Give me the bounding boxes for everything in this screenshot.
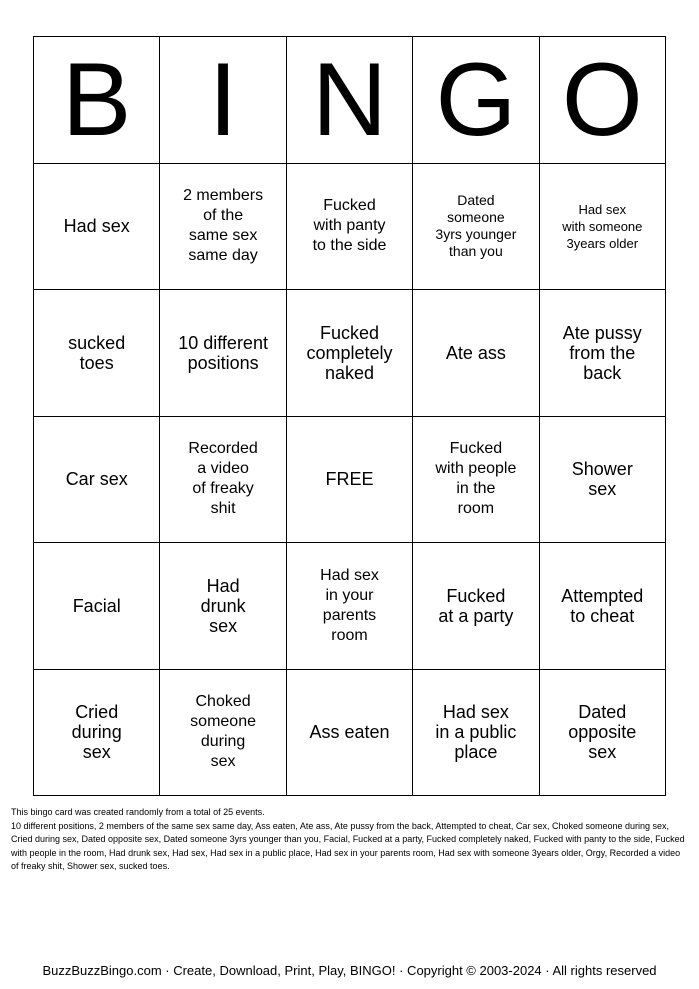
cell-text: Had sex in your parents room (320, 566, 379, 644)
cell-text: Dated someone 3yrs younger than you (435, 192, 517, 260)
cell-text: Shower sex (571, 459, 633, 500)
bingo-cell (34, 417, 160, 544)
cell-text: Facial (72, 595, 121, 616)
header-letter-b: B (34, 37, 160, 164)
cell-text: Had sex with someone 3years older (562, 201, 643, 251)
bingo-cell (413, 290, 539, 417)
footer-copyright: BuzzBuzzBingo.com · Create, Download, Print, Play, BINGO! · Copyright © 2003-2024 · All rights reserved (42, 963, 657, 978)
card-note (11, 806, 687, 874)
cell-text: Fucked at a party (438, 585, 514, 626)
cell-text: Dated opposite sex (568, 702, 637, 763)
cell-text: Fucked with people in the room (435, 440, 517, 518)
cell-text: Fucked with panty to the side (312, 197, 387, 255)
header-letter-g: G (413, 37, 539, 164)
bingo-cell (413, 670, 539, 797)
cell-text: 2 members of the same sex same day (183, 187, 264, 265)
bingo-cell (413, 543, 539, 670)
header-letter-n: N (287, 37, 413, 164)
bingo-cell (160, 543, 286, 670)
bingo-cell (34, 670, 160, 797)
bingo-cell (540, 290, 666, 417)
cell-text: Car sex (65, 469, 128, 490)
bingo-cell (287, 164, 413, 291)
bingo-cell (160, 417, 286, 544)
cell-text: Had sex (63, 216, 130, 237)
cell-text: Had drunk sex (200, 575, 246, 636)
bingo-cell (287, 290, 413, 417)
note-summary: This bingo card was created randomly from a total of 25 events. (11, 807, 265, 817)
header-letter-o: O (540, 37, 666, 164)
cell-text: Recorded a video of freaky shit (188, 440, 258, 518)
bingo-cell (160, 670, 286, 797)
free-space-text: FREE (325, 469, 374, 490)
bingo-cell (160, 164, 286, 291)
bingo-cell (413, 164, 539, 291)
bingo-cell (540, 164, 666, 291)
cell-text: Ate pussy from the back (562, 322, 642, 383)
bingo-cell (34, 290, 160, 417)
bingo-cell (287, 670, 413, 797)
free-space-cell (287, 417, 413, 544)
cell-text: Ass eaten (309, 722, 390, 743)
bingo-cell (413, 417, 539, 544)
bingo-cell (540, 543, 666, 670)
cell-text: sucked toes (68, 332, 126, 373)
cell-text: Choked someone during sex (190, 693, 256, 771)
header-letter-i: I (160, 37, 286, 164)
cell-text: Fucked completely naked (306, 322, 393, 383)
cell-text: Attempted to cheat (561, 585, 644, 626)
bingo-cell (287, 543, 413, 670)
note-event-list: 10 different positions, 2 members of the same sex same day, Ass eaten, Ate ass, Ate pussy from the back, Attempted to cheat, Car sex, Choked someone during sex, Cried during sex, Dated opposite sex, Dated someone 3yrs younger than you, Facial, Fucked at a party, Fucked completely naked, Fucked with panty to the side, Fucked with people in the room, Had drunk sex, Had sex, Had sex in a public place, Had sex in your parents room, Had sex with someone 3years older, Orgy, Recorded a video of freaky shit, Shower sex, sucked toes. (11, 820, 685, 871)
bingo-cell (540, 670, 666, 797)
bingo-cell (160, 290, 286, 417)
cell-text: Had sex in a public place (435, 702, 517, 763)
cell-text: 10 different positions (178, 332, 268, 373)
bingo-card (33, 36, 666, 796)
bingo-cell (540, 417, 666, 544)
cell-text: Cried during sex (71, 702, 122, 763)
cell-text: Ate ass (445, 342, 506, 363)
bingo-cell (34, 164, 160, 291)
bingo-cell (34, 543, 160, 670)
